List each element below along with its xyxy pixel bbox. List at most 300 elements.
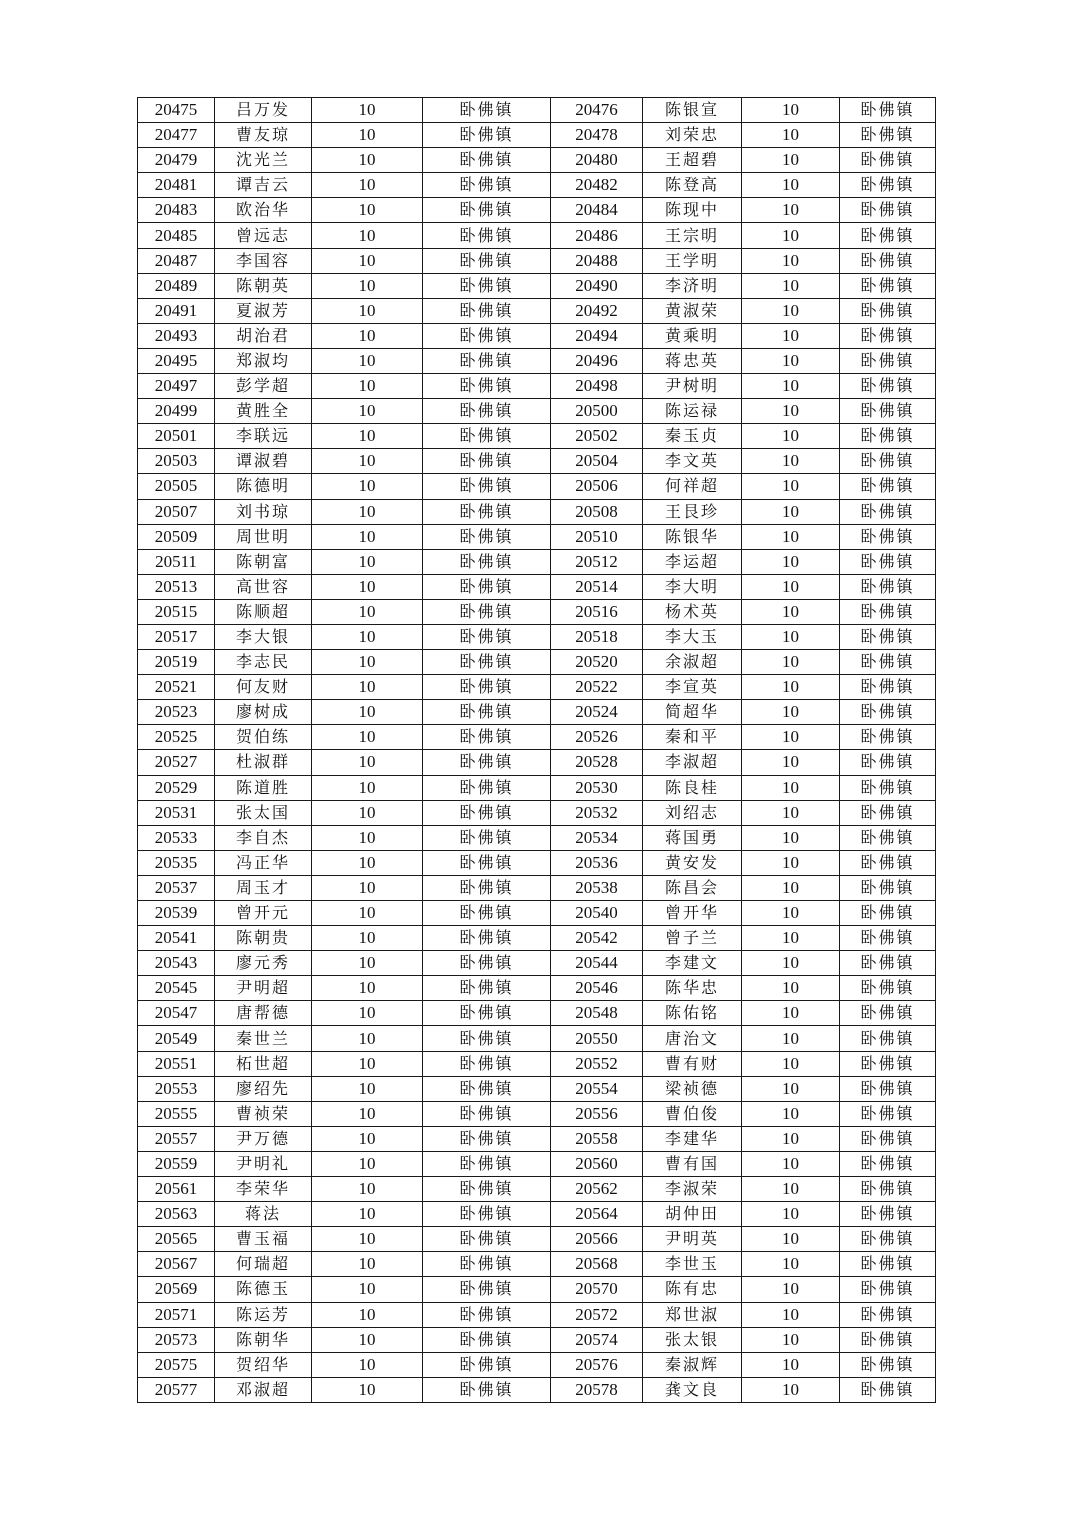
right-town-name-cell: 卧佛镇 [840,926,936,951]
table-row [138,1051,936,1076]
left-person-name-cell: 彭学超 [215,374,312,399]
left-record-id-cell: 20577 [138,1377,215,1402]
right-person-name-cell: 简超华 [643,700,742,725]
left-town-name-cell: 卧佛镇 [423,549,551,574]
left-town-name-cell: 卧佛镇 [423,499,551,524]
left-town-name-cell: 卧佛镇 [423,374,551,399]
right-person-name-cell: 李世玉 [643,1252,742,1277]
left-record-id-cell: 20571 [138,1302,215,1327]
left-person-name-cell: 陈顺超 [215,599,312,624]
right-person-name-cell: 尹树明 [643,374,742,399]
right-town-name-cell: 卧佛镇 [840,374,936,399]
right-amount-cell: 10 [742,323,840,348]
right-amount-cell: 10 [742,675,840,700]
left-record-id-cell: 20567 [138,1252,215,1277]
left-town-name-cell: 卧佛镇 [423,1252,551,1277]
left-person-name-cell: 曹友琼 [215,123,312,148]
right-record-id-cell: 20478 [551,123,643,148]
left-person-name-cell: 陈德玉 [215,1277,312,1302]
left-person-name-cell: 张太国 [215,800,312,825]
left-amount-cell: 10 [312,926,423,951]
table-row [138,198,936,223]
left-amount-cell: 10 [312,248,423,273]
left-record-id-cell: 20525 [138,725,215,750]
left-person-name-cell: 夏淑芳 [215,298,312,323]
right-amount-cell: 10 [742,1101,840,1126]
right-person-name-cell: 杨术英 [643,599,742,624]
right-record-id-cell: 20486 [551,223,643,248]
right-amount-cell: 10 [742,599,840,624]
right-person-name-cell: 陈运禄 [643,399,742,424]
left-amount-cell: 10 [312,775,423,800]
right-amount-cell: 10 [742,474,840,499]
right-record-id-cell: 20552 [551,1051,643,1076]
table-row [138,926,936,951]
right-person-name-cell: 张太银 [643,1327,742,1352]
left-person-name-cell: 李大银 [215,624,312,649]
table-row [138,725,936,750]
table-row [138,248,936,273]
right-amount-cell: 10 [742,1026,840,1051]
table-row [138,574,936,599]
right-town-name-cell: 卧佛镇 [840,1177,936,1202]
left-amount-cell: 10 [312,374,423,399]
left-amount-cell: 10 [312,750,423,775]
right-person-name-cell: 曾开华 [643,901,742,926]
left-record-id-cell: 20573 [138,1327,215,1352]
right-amount-cell: 10 [742,1252,840,1277]
left-person-name-cell: 李联远 [215,424,312,449]
right-amount-cell: 10 [742,223,840,248]
right-person-name-cell: 陈昌会 [643,875,742,900]
left-amount-cell: 10 [312,1352,423,1377]
table-row [138,875,936,900]
left-town-name-cell: 卧佛镇 [423,825,551,850]
right-town-name-cell: 卧佛镇 [840,1377,936,1402]
left-amount-cell: 10 [312,198,423,223]
left-town-name-cell: 卧佛镇 [423,750,551,775]
left-record-id-cell: 20549 [138,1026,215,1051]
left-person-name-cell: 曹玉福 [215,1227,312,1252]
left-amount-cell: 10 [312,1177,423,1202]
left-person-name-cell: 曹祯荣 [215,1101,312,1126]
right-person-name-cell: 黄淑荣 [643,298,742,323]
right-person-name-cell: 李淑荣 [643,1177,742,1202]
right-record-id-cell: 20540 [551,901,643,926]
left-amount-cell: 10 [312,1151,423,1176]
right-amount-cell: 10 [742,123,840,148]
left-amount-cell: 10 [312,348,423,373]
right-town-name-cell: 卧佛镇 [840,424,936,449]
left-record-id-cell: 20529 [138,775,215,800]
left-person-name-cell: 谭吉云 [215,173,312,198]
right-amount-cell: 10 [742,875,840,900]
right-town-name-cell: 卧佛镇 [840,976,936,1001]
left-amount-cell: 10 [312,524,423,549]
table-row [138,1001,936,1026]
left-town-name-cell: 卧佛镇 [423,273,551,298]
left-amount-cell: 10 [312,599,423,624]
right-town-name-cell: 卧佛镇 [840,725,936,750]
right-town-name-cell: 卧佛镇 [840,650,936,675]
right-record-id-cell: 20504 [551,449,643,474]
right-record-id-cell: 20508 [551,499,643,524]
right-town-name-cell: 卧佛镇 [840,599,936,624]
left-amount-cell: 10 [312,399,423,424]
table-row [138,800,936,825]
right-record-id-cell: 20562 [551,1177,643,1202]
left-record-id-cell: 20535 [138,850,215,875]
left-record-id-cell: 20543 [138,951,215,976]
table-row [138,449,936,474]
right-amount-cell: 10 [742,273,840,298]
right-record-id-cell: 20564 [551,1202,643,1227]
right-person-name-cell: 余淑超 [643,650,742,675]
right-record-id-cell: 20510 [551,524,643,549]
table-row [138,273,936,298]
right-town-name-cell: 卧佛镇 [840,1076,936,1101]
left-record-id-cell: 20537 [138,875,215,900]
left-town-name-cell: 卧佛镇 [423,1302,551,1327]
left-amount-cell: 10 [312,298,423,323]
left-record-id-cell: 20517 [138,624,215,649]
right-amount-cell: 10 [742,926,840,951]
left-amount-cell: 10 [312,323,423,348]
left-record-id-cell: 20501 [138,424,215,449]
left-record-id-cell: 20483 [138,198,215,223]
right-person-name-cell: 蒋国勇 [643,825,742,850]
right-town-name-cell: 卧佛镇 [840,173,936,198]
right-record-id-cell: 20532 [551,800,643,825]
left-amount-cell: 10 [312,499,423,524]
right-amount-cell: 10 [742,1227,840,1252]
left-town-name-cell: 卧佛镇 [423,399,551,424]
left-town-name-cell: 卧佛镇 [423,624,551,649]
right-amount-cell: 10 [742,198,840,223]
left-record-id-cell: 20509 [138,524,215,549]
left-town-name-cell: 卧佛镇 [423,926,551,951]
left-amount-cell: 10 [312,725,423,750]
right-amount-cell: 10 [742,750,840,775]
right-record-id-cell: 20492 [551,298,643,323]
right-person-name-cell: 曹伯俊 [643,1101,742,1126]
left-person-name-cell: 何友财 [215,675,312,700]
left-town-name-cell: 卧佛镇 [423,148,551,173]
right-town-name-cell: 卧佛镇 [840,1126,936,1151]
right-record-id-cell: 20560 [551,1151,643,1176]
right-town-name-cell: 卧佛镇 [840,1101,936,1126]
left-person-name-cell: 陈朝富 [215,549,312,574]
table-row [138,549,936,574]
right-person-name-cell: 李建文 [643,951,742,976]
right-town-name-cell: 卧佛镇 [840,198,936,223]
right-town-name-cell: 卧佛镇 [840,1001,936,1026]
table-row [138,474,936,499]
left-town-name-cell: 卧佛镇 [423,123,551,148]
left-person-name-cell: 蒋法 [215,1202,312,1227]
right-town-name-cell: 卧佛镇 [840,1051,936,1076]
right-amount-cell: 10 [742,399,840,424]
left-record-id-cell: 20503 [138,449,215,474]
table-row [138,1026,936,1051]
left-amount-cell: 10 [312,1227,423,1252]
left-person-name-cell: 李国容 [215,248,312,273]
left-record-id-cell: 20499 [138,399,215,424]
right-record-id-cell: 20494 [551,323,643,348]
left-town-name-cell: 卧佛镇 [423,951,551,976]
table-row [138,524,936,549]
left-person-name-cell: 邓淑超 [215,1377,312,1402]
left-amount-cell: 10 [312,700,423,725]
right-amount-cell: 10 [742,624,840,649]
left-person-name-cell: 曾远志 [215,223,312,248]
left-amount-cell: 10 [312,1001,423,1026]
right-person-name-cell: 李大玉 [643,624,742,649]
right-person-name-cell: 李运超 [643,549,742,574]
right-person-name-cell: 陈佑铭 [643,1001,742,1026]
left-person-name-cell: 贺绍华 [215,1352,312,1377]
right-town-name-cell: 卧佛镇 [840,1302,936,1327]
right-town-name-cell: 卧佛镇 [840,951,936,976]
right-amount-cell: 10 [742,298,840,323]
left-town-name-cell: 卧佛镇 [423,1051,551,1076]
left-town-name-cell: 卧佛镇 [423,850,551,875]
table-row [138,374,936,399]
right-person-name-cell: 陈银宣 [643,98,742,123]
left-town-name-cell: 卧佛镇 [423,1126,551,1151]
left-record-id-cell: 20489 [138,273,215,298]
right-amount-cell: 10 [742,1202,840,1227]
right-person-name-cell: 黄安发 [643,850,742,875]
table-row [138,750,936,775]
left-record-id-cell: 20545 [138,976,215,1001]
left-record-id-cell: 20493 [138,323,215,348]
left-amount-cell: 10 [312,1377,423,1402]
left-town-name-cell: 卧佛镇 [423,1151,551,1176]
left-record-id-cell: 20555 [138,1101,215,1126]
left-amount-cell: 10 [312,474,423,499]
right-person-name-cell: 刘绍志 [643,800,742,825]
left-person-name-cell: 陈朝贵 [215,926,312,951]
left-town-name-cell: 卧佛镇 [423,1001,551,1026]
right-town-name-cell: 卧佛镇 [840,675,936,700]
right-person-name-cell: 陈现中 [643,198,742,223]
left-person-name-cell: 沈光兰 [215,148,312,173]
left-person-name-cell: 吕万发 [215,98,312,123]
right-person-name-cell: 陈有忠 [643,1277,742,1302]
right-record-id-cell: 20484 [551,198,643,223]
left-person-name-cell: 杜淑群 [215,750,312,775]
left-town-name-cell: 卧佛镇 [423,976,551,1001]
left-person-name-cell: 高世容 [215,574,312,599]
right-person-name-cell: 曾子兰 [643,926,742,951]
right-amount-cell: 10 [742,1302,840,1327]
right-record-id-cell: 20534 [551,825,643,850]
left-town-name-cell: 卧佛镇 [423,449,551,474]
right-amount-cell: 10 [742,725,840,750]
right-amount-cell: 10 [742,1352,840,1377]
left-amount-cell: 10 [312,273,423,298]
roster-table [137,97,936,1403]
table-row [138,1252,936,1277]
left-person-name-cell: 曾开元 [215,901,312,926]
right-record-id-cell: 20546 [551,976,643,1001]
right-person-name-cell: 陈华忠 [643,976,742,1001]
right-town-name-cell: 卧佛镇 [840,1252,936,1277]
left-person-name-cell: 欧治华 [215,198,312,223]
right-record-id-cell: 20522 [551,675,643,700]
table-row [138,1227,936,1252]
left-amount-cell: 10 [312,98,423,123]
left-town-name-cell: 卧佛镇 [423,424,551,449]
left-amount-cell: 10 [312,574,423,599]
right-amount-cell: 10 [742,650,840,675]
right-town-name-cell: 卧佛镇 [840,449,936,474]
right-amount-cell: 10 [742,951,840,976]
right-person-name-cell: 秦玉贞 [643,424,742,449]
left-town-name-cell: 卧佛镇 [423,1277,551,1302]
left-record-id-cell: 20561 [138,1177,215,1202]
left-record-id-cell: 20559 [138,1151,215,1176]
right-town-name-cell: 卧佛镇 [840,750,936,775]
right-amount-cell: 10 [742,173,840,198]
left-amount-cell: 10 [312,1252,423,1277]
left-record-id-cell: 20551 [138,1051,215,1076]
right-person-name-cell: 李淑超 [643,750,742,775]
table-row [138,1076,936,1101]
left-record-id-cell: 20481 [138,173,215,198]
left-record-id-cell: 20507 [138,499,215,524]
left-town-name-cell: 卧佛镇 [423,725,551,750]
left-town-name-cell: 卧佛镇 [423,1101,551,1126]
table-row [138,775,936,800]
left-amount-cell: 10 [312,449,423,474]
left-town-name-cell: 卧佛镇 [423,474,551,499]
table-row [138,624,936,649]
right-amount-cell: 10 [742,248,840,273]
right-amount-cell: 10 [742,549,840,574]
roster-table-body [138,98,936,1403]
right-town-name-cell: 卧佛镇 [840,524,936,549]
right-record-id-cell: 20516 [551,599,643,624]
left-amount-cell: 10 [312,1302,423,1327]
right-record-id-cell: 20536 [551,850,643,875]
left-town-name-cell: 卧佛镇 [423,1076,551,1101]
left-town-name-cell: 卧佛镇 [423,650,551,675]
left-town-name-cell: 卧佛镇 [423,524,551,549]
left-amount-cell: 10 [312,1101,423,1126]
left-record-id-cell: 20491 [138,298,215,323]
left-town-name-cell: 卧佛镇 [423,800,551,825]
left-amount-cell: 10 [312,1051,423,1076]
left-record-id-cell: 20519 [138,650,215,675]
left-record-id-cell: 20495 [138,348,215,373]
left-person-name-cell: 尹明礼 [215,1151,312,1176]
left-record-id-cell: 20575 [138,1352,215,1377]
right-record-id-cell: 20520 [551,650,643,675]
right-record-id-cell: 20500 [551,399,643,424]
table-row [138,1277,936,1302]
left-person-name-cell: 刘书琼 [215,499,312,524]
left-person-name-cell: 李自杰 [215,825,312,850]
left-person-name-cell: 周世明 [215,524,312,549]
right-person-name-cell: 蒋忠英 [643,348,742,373]
left-record-id-cell: 20531 [138,800,215,825]
right-amount-cell: 10 [742,148,840,173]
table-row [138,1126,936,1151]
right-record-id-cell: 20506 [551,474,643,499]
right-person-name-cell: 秦和平 [643,725,742,750]
right-amount-cell: 10 [742,800,840,825]
left-record-id-cell: 20533 [138,825,215,850]
right-person-name-cell: 王宗明 [643,223,742,248]
right-person-name-cell: 龚文良 [643,1377,742,1402]
table-row [138,298,936,323]
left-person-name-cell: 冯正华 [215,850,312,875]
table-row [138,976,936,1001]
left-amount-cell: 10 [312,148,423,173]
left-amount-cell: 10 [312,850,423,875]
right-town-name-cell: 卧佛镇 [840,323,936,348]
left-record-id-cell: 20511 [138,549,215,574]
left-record-id-cell: 20569 [138,1277,215,1302]
left-town-name-cell: 卧佛镇 [423,875,551,900]
left-town-name-cell: 卧佛镇 [423,1026,551,1051]
left-person-name-cell: 陈朝英 [215,273,312,298]
right-amount-cell: 10 [742,98,840,123]
left-record-id-cell: 20521 [138,675,215,700]
left-town-name-cell: 卧佛镇 [423,1227,551,1252]
table-row [138,1177,936,1202]
right-amount-cell: 10 [742,775,840,800]
right-amount-cell: 10 [742,424,840,449]
right-amount-cell: 10 [742,901,840,926]
left-record-id-cell: 20553 [138,1076,215,1101]
right-town-name-cell: 卧佛镇 [840,298,936,323]
right-town-name-cell: 卧佛镇 [840,1151,936,1176]
right-amount-cell: 10 [742,1001,840,1026]
right-town-name-cell: 卧佛镇 [840,825,936,850]
left-record-id-cell: 20527 [138,750,215,775]
right-person-name-cell: 王超碧 [643,148,742,173]
left-person-name-cell: 廖树成 [215,700,312,725]
right-amount-cell: 10 [742,1151,840,1176]
right-town-name-cell: 卧佛镇 [840,624,936,649]
right-town-name-cell: 卧佛镇 [840,1327,936,1352]
right-record-id-cell: 20530 [551,775,643,800]
right-person-name-cell: 王艮珍 [643,499,742,524]
right-amount-cell: 10 [742,1177,840,1202]
right-amount-cell: 10 [742,1126,840,1151]
right-town-name-cell: 卧佛镇 [840,1277,936,1302]
right-record-id-cell: 20488 [551,248,643,273]
left-record-id-cell: 20547 [138,1001,215,1026]
left-person-name-cell: 谭淑碧 [215,449,312,474]
right-record-id-cell: 20502 [551,424,643,449]
table-row [138,348,936,373]
left-amount-cell: 10 [312,976,423,1001]
right-town-name-cell: 卧佛镇 [840,800,936,825]
left-person-name-cell: 陈运芳 [215,1302,312,1327]
table-row [138,123,936,148]
table-row [138,901,936,926]
right-town-name-cell: 卧佛镇 [840,248,936,273]
table-row [138,323,936,348]
left-town-name-cell: 卧佛镇 [423,173,551,198]
right-amount-cell: 10 [742,499,840,524]
right-record-id-cell: 20518 [551,624,643,649]
right-town-name-cell: 卧佛镇 [840,348,936,373]
